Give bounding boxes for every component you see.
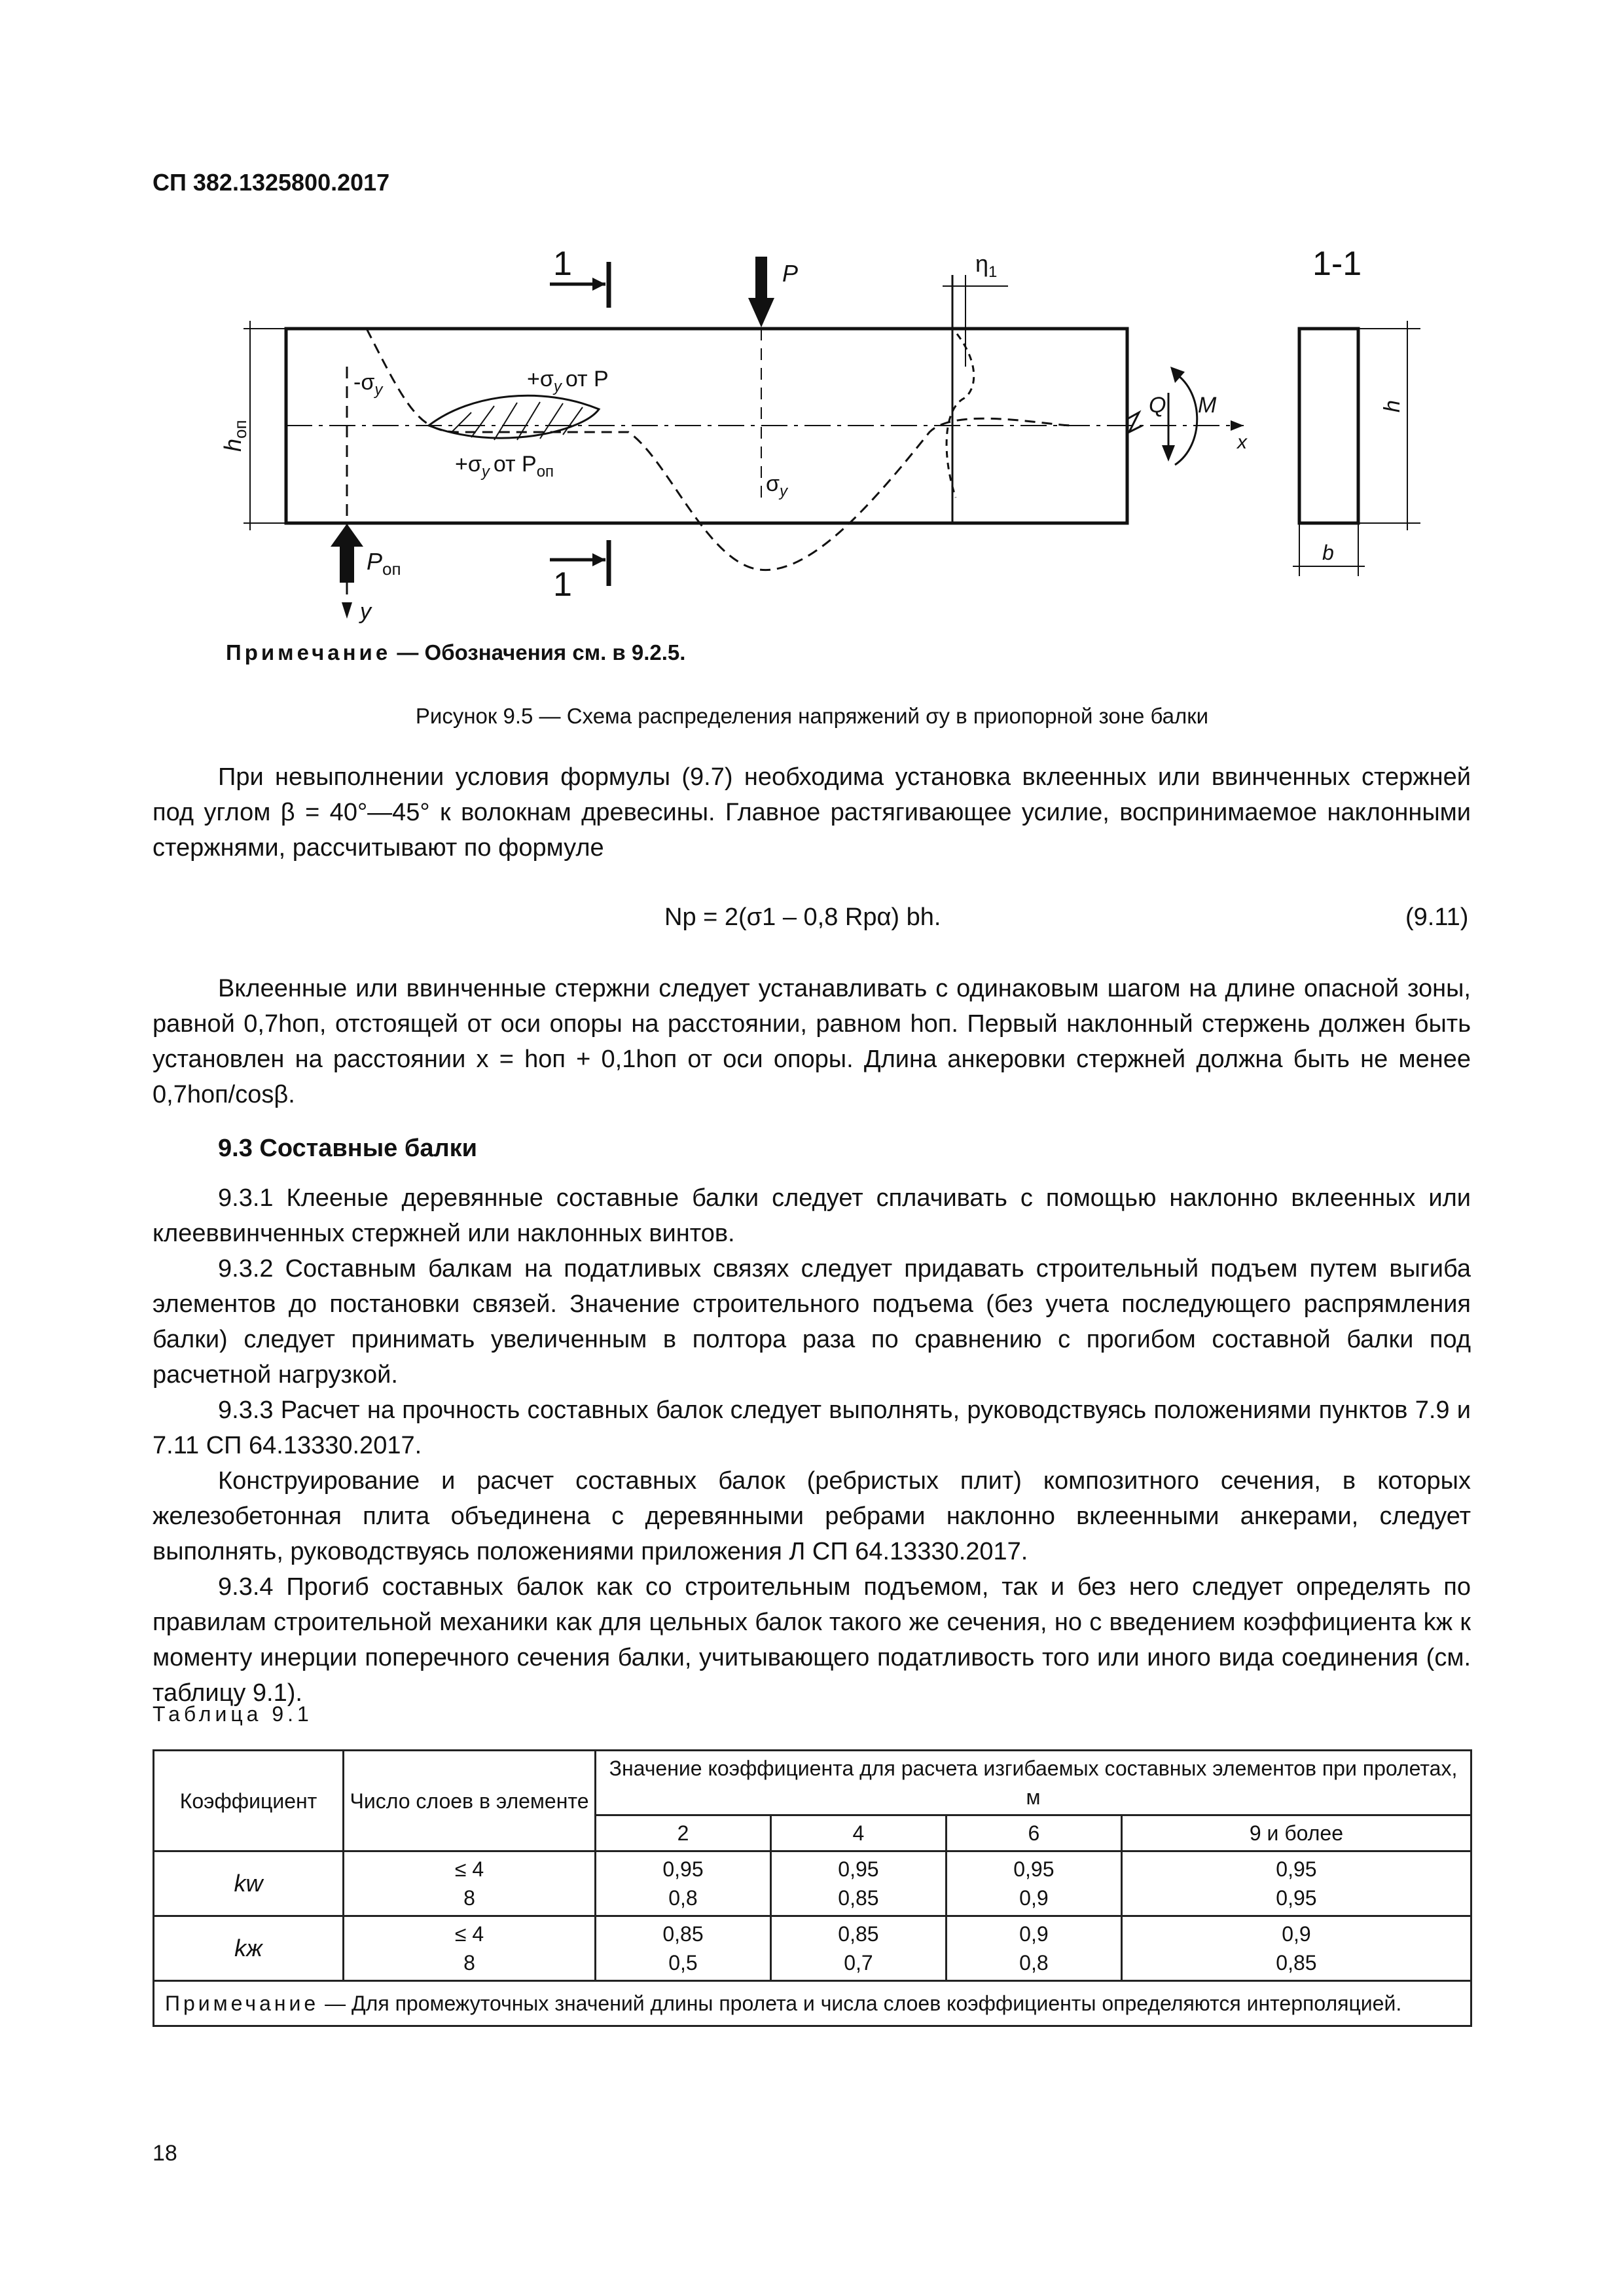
paragraph-rods: При невыполнении условия формулы (9.7) необходима установка вклеенных или ввинченных стержней под углом β = 40°—45° к волокнам древесины. Главное растягивающее усилие, воспринимаемое наклонными стержнями, рассчитывают по формуле	[153, 763, 1471, 862]
clause-9-3-3-composite: Конструирование и расчет составных балок (ребристых плит) композитного сечения, в которых железобетонная плита объединена с деревянными ребрами наклонно вклеенными анкерами, следует выполнять, руководствуясь положениями приложения Л СП 64.13330.2017.	[153, 1467, 1471, 1565]
header-values: Значение коэффициента для расчета изгибаемых составных элементов при пролетах, м	[596, 1751, 1471, 1815]
table-note: Примечание — Для промежуточных значений длины пролета и числа слоев коэффициенты определяются интерполяцией.	[154, 1981, 1471, 2026]
shear-q-label: Q	[1149, 393, 1166, 418]
value-cell: 0,95 0,95	[1121, 1851, 1471, 1916]
moment-m-label: M	[1198, 393, 1217, 418]
p-op-label: $P_{оп}$	[367, 548, 401, 579]
eta-label: $\eta_1$	[975, 250, 998, 281]
value-cell: 0,9 0,8	[946, 1916, 1121, 1981]
layers-cell: ≤ 4 8	[344, 1851, 596, 1916]
section-heading: 9.3 Составные балки	[218, 1135, 477, 1162]
coef-cell: kж	[154, 1916, 344, 1981]
header-coefficient: Коэффициент	[154, 1751, 344, 1851]
coef-cell: kw	[154, 1851, 344, 1916]
table-row	[154, 1916, 1471, 1981]
value-cell: 0,85 0,5	[596, 1916, 771, 1981]
minus-sigma-label: $-\sigma_y$	[353, 370, 383, 399]
sigma-y-curve	[367, 329, 1074, 570]
value-cell: 0,85 0,7	[770, 1916, 946, 1981]
formula-9-11: Np = 2(σ1 – 0,8 Rpα) bh.	[664, 903, 941, 931]
span-header: 4	[770, 1815, 946, 1851]
figure-caption: Рисунок 9.5 — Схема распределения напряжений σy в приопорной зоне балки	[415, 704, 1209, 728]
height-h-label: h	[1380, 400, 1405, 412]
header-layers: Число слоев в элементе	[344, 1751, 596, 1851]
stress-distribution-diagram	[0, 0, 1624, 629]
formula-number: (9.11)	[1405, 903, 1469, 931]
value-cell: 0,95 0,85	[770, 1851, 946, 1916]
clause-9-3-2: 9.3.2 Составным балкам на податливых связях следует придавать строительный подъем путем выгиба элементов до постановки связей. Значение строительного подъема (без учета последующего распрямления балки) следует принимать увеличенным в полтора раза по сравнению с прогибом составной балки под расчетной нагрузкой.	[153, 1255, 1471, 1389]
section-label-top: 1	[553, 245, 572, 283]
axis-x-label: x	[1237, 431, 1247, 453]
clause-9-3-3: 9.3.3 Расчет на прочность составных балок следует выполнять, руководствуясь положениями пунктов 7.9 и 7.11 СП 64.13330.2017.	[153, 1396, 1471, 1459]
table-9-1	[153, 1749, 1472, 2027]
clause-9-3-4: 9.3.4 Прогиб составных балок как со строительным подъемом, так и без него следует определять по правилам строительной механики как для цельных балок такого же сечения, но с введением коэффициента kж к моменту инерции поперечного сечения балки, учитывающего податливость того или иного вида соединения (см. таблицу 9.1).	[153, 1573, 1471, 1707]
span-header: 6	[946, 1815, 1121, 1851]
section-label-bottom: 1	[553, 566, 572, 604]
section-title: 1-1	[1312, 245, 1362, 283]
paragraph-rod-spacing: Вклеенные или ввинченные стержни следует устанавливать с одинаковым шагом на длине опасной зоны, равной 0,7hоп, отстоящей от оси опоры на расстоянии, равном hоп. Первый наклонный стержень должен быть установлен на расстоянии x = hоп + 0,1hоп от оси опоры. Длина анкеровки стержней должна быть не менее 0,7hоп/cosβ.	[153, 975, 1471, 1108]
sigma-y-label: $\sigma_y$	[766, 471, 787, 500]
cross-section	[1299, 329, 1358, 523]
load-p-label: P	[782, 260, 799, 287]
sigma-from-pop-label: $+\sigma_y$ от $P_{оп}$	[455, 452, 554, 481]
table-caption: Таблица 9.1	[153, 1702, 313, 1726]
width-b-label: b	[1322, 541, 1334, 564]
page-number: 18	[153, 2141, 177, 2166]
layers-cell: ≤ 4 8	[344, 1916, 596, 1981]
value-cell: 0,95 0,8	[596, 1851, 771, 1916]
figure-note: Примечание — Обозначения см. в 9.2.5.	[226, 640, 686, 665]
span-header: 9 и более	[1121, 1815, 1471, 1851]
sigma-from-p-label: $+\sigma_y$ от P	[527, 367, 609, 395]
span-header: 2	[596, 1815, 771, 1851]
table-row	[154, 1851, 1471, 1916]
h-op-label: $h_{оп}$	[219, 420, 250, 452]
value-cell: 0,95 0,9	[946, 1851, 1121, 1916]
axis-y-label: y	[360, 599, 371, 624]
document-code: СП 382.1325800.2017	[153, 169, 390, 196]
clause-9-3-1: 9.3.1 Клееные деревянные составные балки следует сплачивать с помощью наклонно вклеенных или клееввинченных стержней или наклонных винтов.	[153, 1184, 1471, 1247]
value-cell: 0,9 0,85	[1121, 1916, 1471, 1981]
